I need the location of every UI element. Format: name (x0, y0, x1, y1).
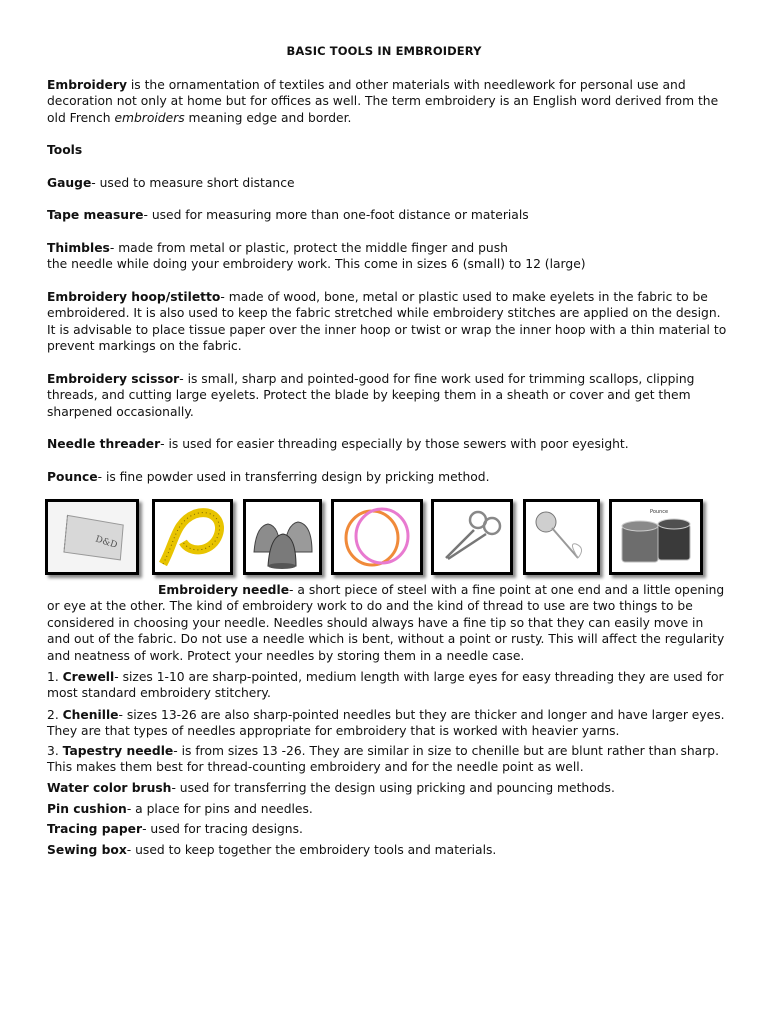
pounce-item: Pounce- is fine powder used in transferring design by pricking method. (47, 470, 490, 484)
hoop-item: Embroidery hoop/stiletto- made of wood, bone, metal or plastic used to make eyelets in the fabric to be embroidered. It is also used to keep the fabric stretched while embroidery stitches are applied on the design. It is advisable to place tissue paper over the inner hoop or twist or wrap the inner hoop with a thin material to prevent markings on the fabric. (47, 290, 727, 354)
intro-paragraph (47, 77, 727, 126)
term-embroidery: Embroidery (47, 78, 127, 92)
term-crewell: Crewell (62, 670, 115, 684)
thimbles-image (243, 499, 322, 575)
term-chenille: Chenille (62, 708, 119, 722)
water-color-brush-item: Water color brush- used for transferring the design using pricking and pouncing methods. (47, 781, 615, 795)
pin-cushion-item: Pin cushion- a place for pins and needles. (47, 802, 313, 816)
tape-measure-item: Tape measure- used for measuring more than one-foot distance or materials (47, 208, 529, 222)
term-pin-cushion: Pin cushion (47, 802, 127, 816)
gauge-logo-text: D&D (93, 534, 119, 551)
tape-measure-picture (155, 502, 230, 572)
term-needle-threader: Needle threader (47, 437, 161, 451)
term-embroidery-needle: Embroidery needle (158, 583, 290, 597)
tracing-paper-item: Tracing paper- used for tracing designs. (47, 822, 303, 836)
term-embroidery-hoop: Embroidery hoop/stiletto (47, 290, 221, 304)
pounce-jar-label: Pounce (650, 509, 669, 515)
tools-heading: Tools (47, 143, 83, 157)
threader-item: Needle threader- is used for easier threading especially by those sewers with poor eyesight. (47, 437, 629, 451)
needle-item: Embroidery needle- a short piece of steel with a fine point at one end and a little opening or eye at the other. The kind of embroidery work to do and the kind of thread to use are two things to be considered in choosing your needle. Needles should always have a fine tip so that they can easily move in and out of the fabric. Do not use a needle which is bent, without a point or rusty. This will affect the regularity and neatness of work. Protect your needles by storing them in a needle case. (47, 583, 725, 663)
needle-threader-image (523, 499, 600, 575)
pounce-image (609, 499, 703, 575)
thimbles-picture (246, 502, 319, 572)
scissors-picture (434, 502, 510, 572)
scissor-item: Embroidery scissor- is small, sharp and pointed-good for fine work used for trimming scallops, clipping threads, and cutting large eyelets. Protect the blade by keeping them in a sheath or cover and get them sharpened occasionally. (47, 372, 695, 419)
sewing-box-item: Sewing box- used to keep together the embroidery tools and materials. (47, 843, 497, 857)
term-gauge: Gauge (47, 176, 92, 190)
tape-measure-image (152, 499, 233, 575)
gauge-image (45, 499, 139, 575)
chenille-item: 2. Chenille- sizes 13-26 are also sharp-pointed needles but they are thicker and longer and have larger eyes. They are that types of needles appropriate for embroidery that is worked with heavier yarns. (47, 708, 725, 739)
page-title: BASIC TOOLS IN EMBROIDERY (286, 44, 482, 58)
intro-text: is the ornamentation of textiles and other materials with needlework for personal use and decoration not only at home but for offices as well. The term embroidery is an English word derived from the old French (47, 78, 719, 125)
hoop-picture (334, 502, 420, 572)
hoop-image (331, 499, 423, 575)
needle-threader-picture (526, 502, 597, 572)
scissors-image (431, 499, 513, 575)
term-tape-measure: Tape measure (47, 208, 144, 222)
term-tracing-paper: Tracing paper (47, 822, 143, 836)
pounce-picture (612, 502, 700, 572)
intro-text-end: meaning edge and border. (184, 110, 352, 125)
crewell-item: 1. Crewell- sizes 1-10 are sharp-pointed, medium length with large eyes for easy threading they are used for most standard embroidery stitchery. (47, 670, 724, 701)
term-thimbles: Thimbles (47, 241, 110, 255)
term-embroidery-scissor: Embroidery scissor (47, 372, 180, 386)
thimbles-item: Thimbles- made from metal or plastic, protect the middle finger and push the needle while doing your embroidery work. This come in sizes 6 (small) to 12 (large) (47, 241, 586, 272)
term-water-color-brush: Water color brush (47, 781, 172, 795)
term-sewing-box: Sewing box (47, 843, 127, 857)
gauge-item: Gauge- used to measure short distance (47, 176, 295, 190)
term-pounce: Pounce (47, 470, 98, 484)
gauge-picture (48, 502, 136, 572)
tapestry-item: 3. Tapestry needle- is from sizes 13 -26. They are similar in size to chenille but are blunt rather than sharp. This makes them best for thread-counting embroidery and for the needle point as well. (47, 744, 719, 775)
term-embroiders: embroiders (114, 110, 185, 125)
term-tapestry-needle: Tapestry needle (62, 744, 174, 758)
